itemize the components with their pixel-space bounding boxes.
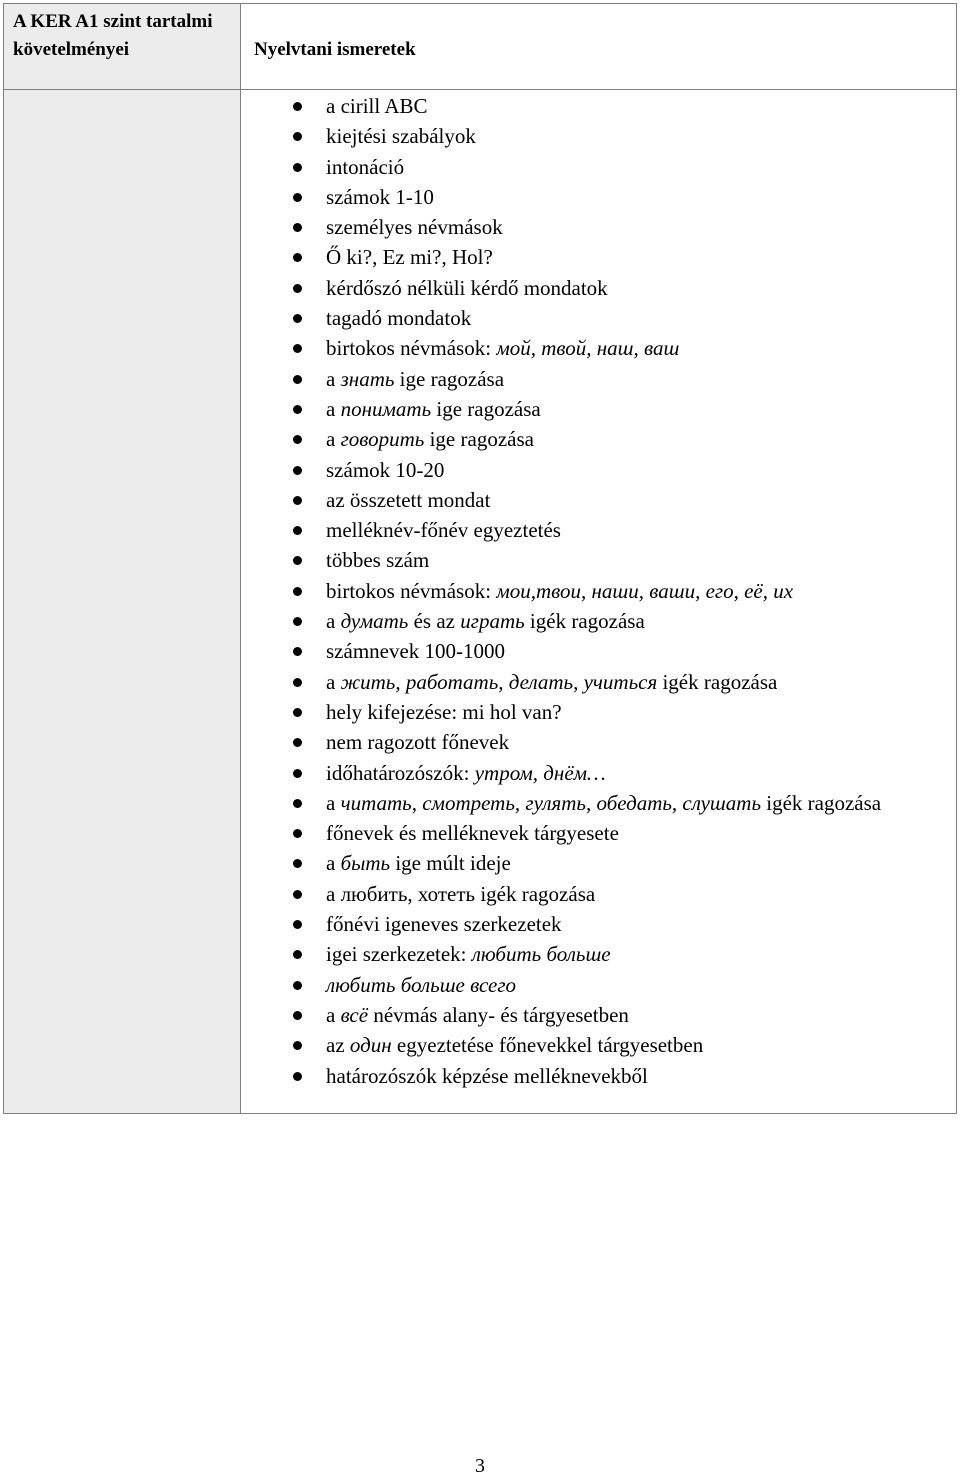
list-item-italic-text: читать, смотреть, гулять, обедать, слушать — [340, 790, 762, 815]
list-item — [4, 636, 956, 666]
list-item — [4, 576, 956, 606]
list-item-text: igék ragozása — [761, 790, 882, 815]
list-item-text: a cirill ABC — [326, 94, 428, 118]
list-item-text: az összetett mondat — [326, 487, 491, 512]
bullet-icon — [293, 1041, 302, 1050]
list-item-text: tagadó mondatok — [326, 306, 472, 331]
bullet-icon — [293, 738, 302, 747]
bullet-icon — [293, 526, 302, 535]
list-item-text: Ő ki?, Ez mi?, Hol? — [326, 245, 493, 270]
list-item-text: nem ragozott főnevek — [326, 730, 510, 755]
list-item-text: névmás alany- és tárgyesetben — [368, 1002, 629, 1027]
list-item — [4, 424, 956, 454]
bullet-icon — [293, 799, 302, 808]
list-item-text: hely kifejezése: mi hol van? — [326, 699, 562, 724]
bullet-icon — [293, 769, 302, 778]
list-item — [4, 394, 956, 424]
list-item — [4, 273, 956, 303]
bullet-icon — [293, 587, 302, 596]
list-item — [4, 455, 956, 485]
list-item — [4, 515, 956, 545]
list-item-italic-text: утром, днём… — [474, 760, 606, 785]
header-separator — [4, 89, 956, 90]
list-item-italic-text: любить больше всего — [326, 972, 517, 997]
bullet-icon — [293, 405, 302, 414]
list-item-italic-text: мой, твой, наш, ваш — [496, 336, 680, 361]
bullet-icon — [293, 102, 302, 111]
list-item-text: többes szám — [326, 548, 430, 573]
list-item-italic-text: всё — [340, 1002, 369, 1027]
list-item-text: birtokos névmások: — [326, 336, 497, 361]
list-item-text: igék ragozása — [524, 609, 645, 634]
list-item-text: főnevek és melléknevek tárgyesete — [326, 821, 619, 846]
bullet-icon — [293, 223, 302, 232]
list-item-text: a — [326, 396, 341, 421]
list-item-text: ige múlt ideje — [390, 851, 511, 876]
requirements-table — [3, 3, 957, 1114]
list-item-text: igék ragozása — [657, 669, 778, 694]
list-item-text: a — [326, 790, 341, 815]
list-item — [4, 303, 956, 333]
list-item-italic-text: говорить — [340, 427, 425, 452]
list-item-text: határozószók képzése melléknevekből — [326, 1063, 648, 1088]
list-item-text: a — [326, 851, 341, 876]
list-item-text: számnevek 100-1000 — [326, 639, 506, 664]
list-item-text: a — [326, 609, 341, 634]
list-item-italic-text: быть — [340, 851, 391, 876]
bullet-icon — [293, 950, 302, 959]
bullet-icon — [293, 466, 302, 475]
list-item-italic-text: мои,твои, наши, ваши, его, её, их — [496, 578, 794, 603]
grammar-list — [4, 91, 956, 1091]
bullet-icon — [293, 284, 302, 293]
list-item — [4, 939, 956, 969]
list-item-text: főnévi igeneves szerkezetek — [326, 912, 562, 937]
right-column-header: Nyelvtani ismeretek — [254, 39, 416, 60]
list-item — [4, 818, 956, 848]
bullet-icon — [293, 435, 302, 444]
list-item-italic-text: играть — [460, 609, 525, 634]
list-item — [4, 91, 956, 121]
list-item — [4, 182, 956, 212]
bullet-icon — [293, 344, 302, 353]
list-item-text: ige ragozása — [394, 366, 505, 391]
list-item-text: a — [326, 366, 341, 391]
list-item — [4, 788, 956, 818]
bullet-icon — [293, 647, 302, 656]
list-item-text: a любить, хотеть igék ragozása — [326, 881, 596, 906]
list-item — [4, 1061, 956, 1091]
list-item — [4, 485, 956, 515]
bullet-icon — [293, 1072, 302, 1081]
bullet-icon — [293, 253, 302, 262]
list-item — [4, 333, 956, 363]
list-item-text: a — [326, 427, 341, 452]
bullet-icon — [293, 314, 302, 323]
bullet-icon — [293, 920, 302, 929]
list-item-text: kiejtési szabályok — [326, 124, 476, 149]
list-item-italic-text: знать — [340, 366, 395, 391]
bullet-icon — [293, 556, 302, 565]
list-item — [4, 727, 956, 757]
list-item-italic-text: понимать — [340, 396, 432, 421]
list-item-italic-text: думать — [340, 609, 409, 634]
list-item — [4, 242, 956, 272]
list-item-italic-text: любить больше — [471, 942, 611, 967]
list-item-text: birtokos névmások: — [326, 578, 497, 603]
list-item-text: kérdőszó nélküli kérdő mondatok — [326, 275, 608, 300]
list-item-text: és az — [408, 609, 461, 634]
bullet-icon — [293, 1011, 302, 1020]
list-item — [4, 121, 956, 151]
list-item-text: számok 1-10 — [326, 184, 434, 209]
list-item-text: ige ragozása — [431, 396, 541, 421]
list-item — [4, 970, 956, 1000]
bullet-icon — [293, 496, 302, 505]
list-item — [4, 1030, 956, 1060]
list-item-italic-text: жить, работать, делать, учиться — [340, 669, 658, 694]
page-number: 3 — [475, 1455, 485, 1477]
list-item — [4, 909, 956, 939]
left-column-header: A KER A1 szint tartalmi követelményei — [13, 11, 213, 60]
list-item-italic-text: один — [349, 1033, 392, 1058]
bullet-icon — [293, 617, 302, 626]
list-item — [4, 212, 956, 242]
bullet-icon — [293, 981, 302, 990]
list-item — [4, 879, 956, 909]
list-item-text: igei szerkezetek: — [326, 942, 472, 967]
list-item-text: ige ragozása — [424, 427, 534, 452]
list-item-text: a — [326, 669, 341, 694]
list-item — [4, 758, 956, 788]
list-item-text: időhatározószók: — [326, 760, 475, 785]
list-item — [4, 545, 956, 575]
list-item-text: az — [326, 1033, 350, 1058]
bullet-icon — [293, 708, 302, 717]
list-item — [4, 848, 956, 878]
list-item — [4, 364, 956, 394]
list-item-text: egyeztetése főnevekkel tárgyesetben — [391, 1033, 704, 1058]
list-item-text: melléknév-főnév egyeztetés — [326, 518, 561, 543]
list-item — [4, 697, 956, 727]
bullet-icon — [293, 859, 302, 868]
bullet-icon — [293, 375, 302, 384]
list-item — [4, 152, 956, 182]
list-item — [4, 606, 956, 636]
list-item — [4, 667, 956, 697]
bullet-icon — [293, 829, 302, 838]
list-item-text: számok 10-20 — [326, 457, 445, 482]
bullet-icon — [293, 163, 302, 172]
list-item — [4, 1000, 956, 1030]
list-item-text: intonáció — [326, 154, 405, 179]
bullet-icon — [293, 678, 302, 687]
list-item-text: a — [326, 1002, 341, 1027]
bullet-icon — [293, 132, 302, 141]
bullet-icon — [293, 890, 302, 899]
list-item-text: személyes névmások — [326, 215, 503, 240]
bullet-icon — [293, 193, 302, 202]
